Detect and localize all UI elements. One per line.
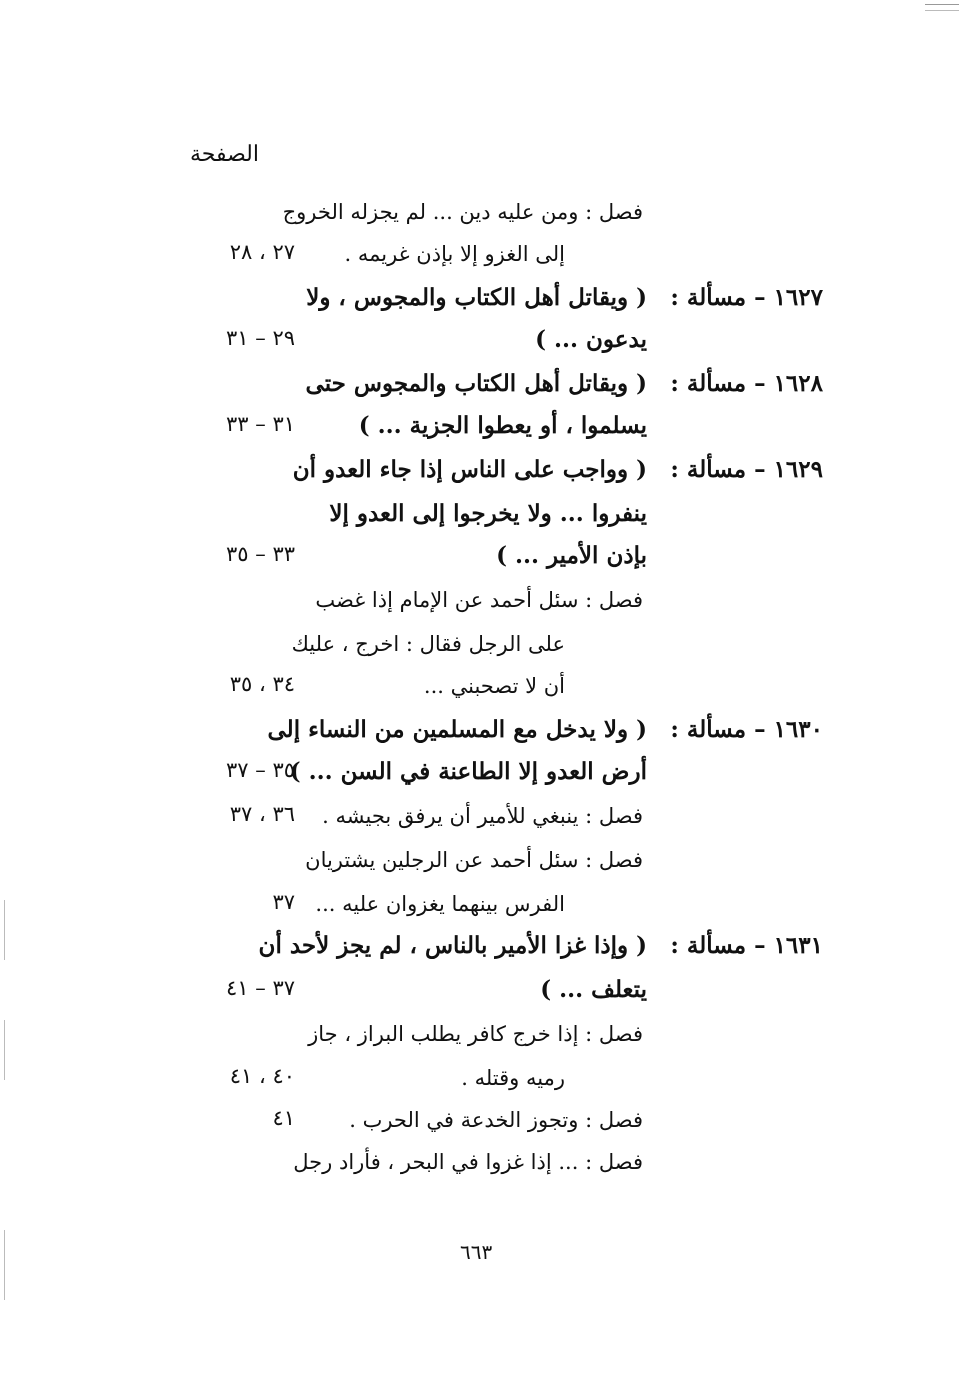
entry-text-line: بإذن الأمير ... ) (496, 542, 647, 569)
entry-text-line: يسلموا ، أو يعطوا الجزية ... ) (358, 412, 647, 439)
entry-label: ١٦٣٠ – مسألة : (670, 716, 823, 743)
entry-text-line: ( ويقاتل أهل الكتاب والمجوس حتى (305, 370, 647, 397)
entry-text-line: فصل : ومن عليه دين ... لم يجزله الخروج (282, 200, 643, 224)
entry-text-line: ( ولا يدخل مع المسلمين من النساء إلى (267, 716, 647, 743)
entry-pages: ٢٧ ، ٢٨ (229, 240, 295, 264)
scan-edge (4, 1230, 5, 1300)
entry-text-line: رميه وقتله . (461, 1066, 565, 1090)
page-column-header: الصفحة (189, 142, 259, 167)
entry-text-line: الفرس بينهما يغزوان عليه ... (315, 892, 565, 916)
entry-text-line: فصل : وتجوز الخدعة في الحرب . (349, 1108, 643, 1132)
entry-pages: ٣٧ (272, 890, 295, 914)
entry-pages: ٣٧ – ٤١ (226, 976, 295, 1000)
entry-text-line: فصل : ينبغي للأمير أن يرفق بجيشه . (322, 804, 643, 828)
page-number: ٦٦٣ (460, 1240, 493, 1264)
entry-text-line: يتعلف ... ) (540, 976, 647, 1003)
entry-pages: ٤١ (272, 1106, 295, 1130)
entry-pages: ٤٠ ، ٤١ (229, 1064, 295, 1088)
entry-text-line: فصل : ... إذا غزوا في البحر ، فأراد رجل (293, 1150, 643, 1174)
entry-text-line: على الرجل فقال : اخرج ، عليك (291, 632, 565, 656)
entry-pages: ٣٥ – ٣٧ (226, 758, 295, 782)
entry-pages: ٣١ – ٣٣ (226, 412, 295, 436)
scan-edge (4, 1020, 5, 1080)
entry-pages: ٢٩ – ٣١ (226, 326, 295, 350)
entry-label: ١٦٣١ – مسألة : (670, 932, 823, 959)
entry-label: ١٦٢٩ – مسألة : (670, 456, 823, 483)
entry-pages: ٣٣ – ٣٥ (226, 542, 295, 566)
entry-text-line: أن لا تصحبني ... (423, 674, 565, 698)
entry-text-line: ينفروا ... ولا يخرجوا إلى العدو إلا (329, 500, 647, 527)
entry-text-line: ( وإذا غزا الأمير بالناس ، لم يجز لأحد أن (258, 932, 647, 959)
entry-text-line: فصل : سئل أحمد عن الرجلين يشتريان (305, 848, 643, 872)
entry-label: ١٦٢٧ – مسألة : (670, 284, 823, 311)
entry-text-line: فصل : سئل أحمد عن الإمام إذا غضب (315, 588, 643, 612)
entry-label: ١٦٢٨ – مسألة : (670, 370, 823, 397)
entry-pages: ٣٦ ، ٣٧ (229, 802, 295, 826)
scan-edge (4, 900, 5, 960)
entry-text-line: يدعون ... ) (535, 326, 647, 353)
entry-text-line: فصل : إذا خرج كافر يطلب البراز ، جاز (308, 1022, 643, 1046)
entry-pages: ٣٤ ، ٣٥ (229, 672, 295, 696)
scan-mark (925, 4, 959, 5)
entry-text-line: ( وواجب على الناس إذا جاء العدو أن (292, 456, 647, 483)
scan-mark (925, 10, 959, 11)
entry-text-line: إلى الغزو إلا بإذن غريمه . (344, 242, 565, 266)
entry-text-line: أرض العدو إلا الطاعنة في السن ... ) (289, 758, 647, 785)
entry-text-line: ( ويقاتل أهل الكتاب والمجوس ، ولا (306, 284, 647, 311)
